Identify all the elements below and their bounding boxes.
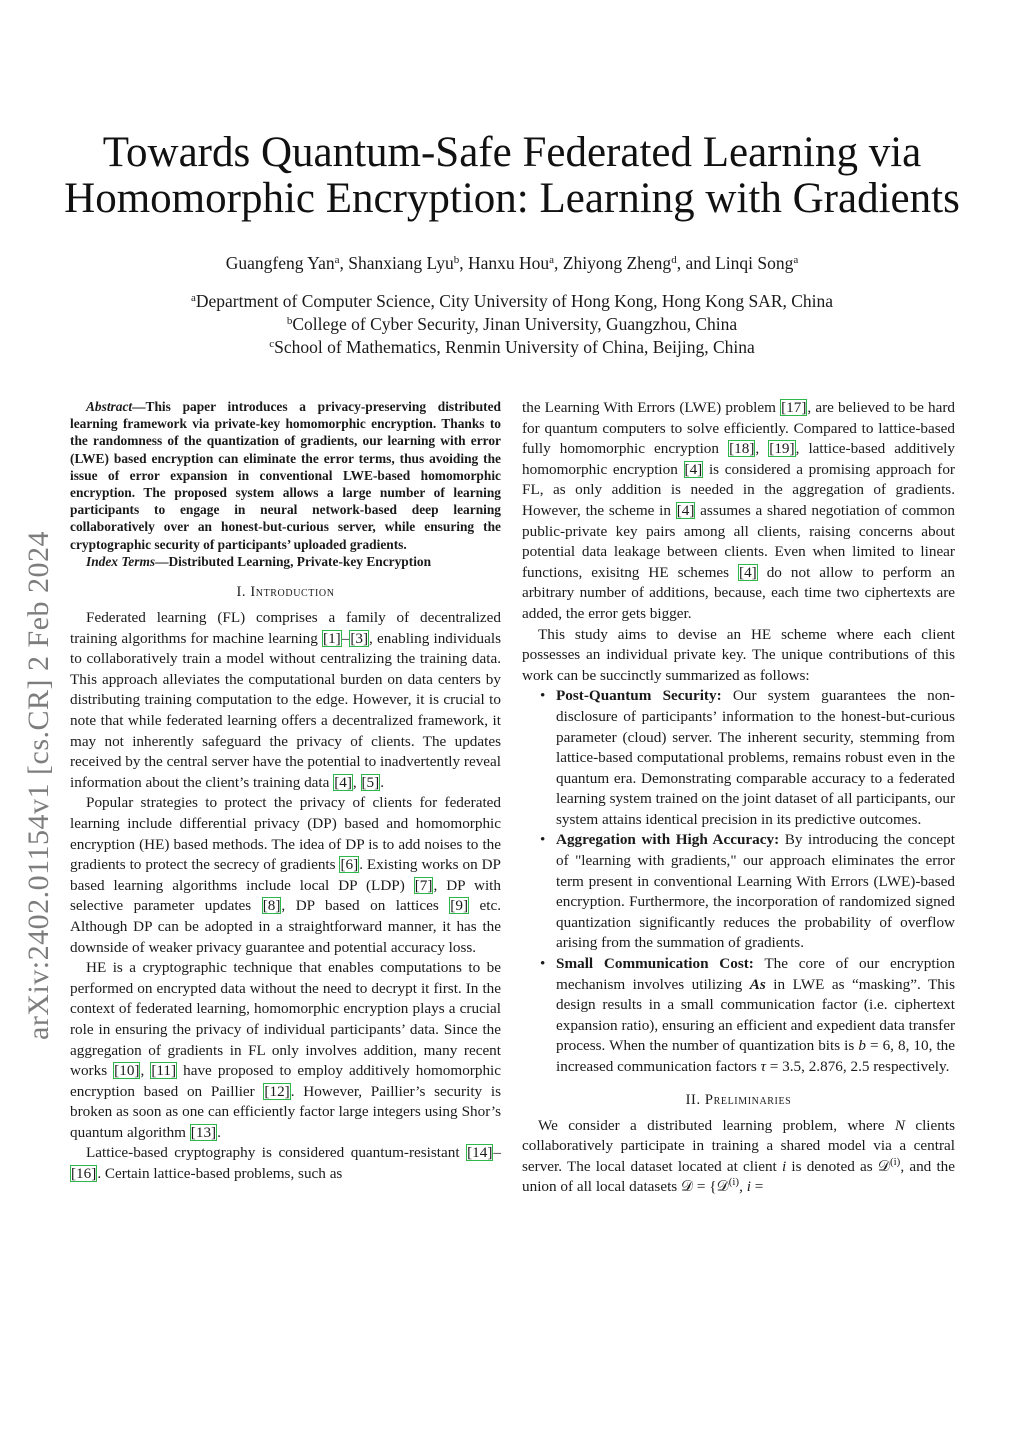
abstract-text: This paper introduces a privacy-preserving distributed learning framework via private-key homomorphic encryption. Thanks to the randomness of the quantization of gradients, our learning with error (LWE) based encryption can eliminate the error terms, thus avoiding the issue of error expansion in conventional LWE-based homomorphic encryption. The proposed system allows a large number of learning participants to engage in neural network-based deep learning collaboratively over an honest-but-curious server, while ensuring the cryptographic security of participants’ uploaded gradients. (70, 399, 501, 552)
contribution-label: Post-Quantum Security: (556, 687, 722, 705)
right-column (522, 398, 955, 1198)
citation-link[interactable]: [8] (262, 897, 281, 915)
citation-link[interactable]: [13] (190, 1123, 217, 1141)
math-symbol: N (894, 1116, 905, 1134)
affil-text: School of Mathematics, Renmin University of China, Beijing, China (274, 337, 755, 357)
bullet-icon: • (540, 955, 546, 973)
title-line-2: Homomorphic Encryption: Learning with Gradients (64, 175, 960, 222)
abstract: Abstract—This paper introduces a privacy-preserving distributed learning framework via private-key homomorphic encryption. Thanks to the randomness of the quantization of gradients, our learning with error (LWE) based encryption can eliminate the error terms, thus avoiding the issue of error expansion in conventional LWE-based homomorphic encryption. The proposed system allows a large number of learning participants to engage in neural network-based deep learning collaboratively over an honest-but-curious server, while ensuring the cryptographic security of participants’ uploaded gradients. (70, 399, 501, 552)
citation-link[interactable]: [6] (340, 856, 359, 874)
author-name: Zhiyong Zheng (562, 253, 672, 273)
contribution-label: Small Communication Cost: (556, 955, 754, 973)
affil-mark: b (286, 315, 293, 327)
intro-paragraph: This study aims to devise an HE scheme where each client possesses an individual private key. The unique contributions of this work can be succinctly summarized as follows: (522, 625, 955, 684)
affiliation-list (60, 290, 964, 359)
author-affil-mark: d (671, 254, 677, 266)
contribution-text: Our system guarantees the non-disclosure of participants’ information to the honest-but-curious parameter (cloud) server. The inherent security, stemming from lattice-based computational problems, remains robust even in the quantum era. Demonstrating comparable accuracy to a federated learning system trained on the joint dataset of all participants, our system attains identical precision in its predictive outcomes. (556, 687, 955, 828)
citation-link[interactable]: [9] (450, 897, 469, 915)
left-column (70, 398, 501, 1185)
section-heading-introduction: I. Introduction (236, 584, 335, 601)
author-name: Hanxu Hou (467, 253, 550, 273)
intro-paragraph-continued: the Learning With Errors (LWE) problem [17], are believed to be hard for quantum computers to solve efficiently. Compared to lattice-based fully homomorphic encryption [18], [19], lattice-based additively homomorphic encryption [4] is considered a promising approach for FL, as only addition is needed in the aggregation of gradients. However, the scheme in [4] assumes a shared negotiation of common public-private key pairs among all clients, raising concerns about potential data leakage between clients. Even when limited to linear functions, exisitng HE schemes [4] do not allow to perform an arbitrary number of additions, because, each time two ciphertexts are added, the error gets bigger. (522, 399, 955, 622)
math-superscript: (i) (728, 1176, 740, 1189)
contribution-label: Aggregation with High Accuracy: (556, 831, 780, 849)
index-terms-label: Index Terms (86, 553, 156, 569)
affil-mark: c (269, 338, 275, 350)
author-list (60, 252, 964, 274)
citation-link[interactable]: [1] (323, 629, 341, 647)
citation-link[interactable]: [4] (684, 460, 703, 478)
author-separator: , (459, 253, 468, 273)
citation-link[interactable]: [4] (676, 501, 695, 519)
bullet-icon: • (540, 687, 546, 705)
citation-link[interactable]: [5] (361, 773, 380, 791)
author-affil-mark: b (453, 254, 460, 266)
author-name: Guangfeng Yan (225, 253, 335, 273)
math-symbol: b (858, 1037, 866, 1055)
citation-link[interactable]: [19] (769, 440, 795, 458)
citation-link[interactable]: [16] (71, 1165, 97, 1183)
citation-link[interactable]: [3] (350, 629, 369, 647)
intro-paragraph: Federated learning (FL) comprises a family of decentralized training algorithms for machine learning [1]–[3], enabling individuals to collaboratively train a model without centralizing the training data. This approach alleviates the computational burden on data centers by distributing training computation to the edge. However, it is crucial to note that while federated learning offers a decentralized framework, it may not inherently safeguard the privacy of clients. The updates received by the central server have the potential to inadvertently reveal information about the client’s training data [4], [5]. (70, 609, 501, 791)
prelim-paragraph: We consider a distributed learning problem, where N clients collaboratively participate in training a shared model via a central server. The local dataset located at client i is denoted as 𝒟$^{(i)}$, and the union of all local datasets 𝒟 = {𝒟$^{(i)}$, i = (522, 1116, 956, 1196)
bullet-icon: • (540, 831, 546, 849)
affiliation (60, 313, 964, 336)
math-symbol: τ (760, 1058, 766, 1075)
citation-link[interactable]: [10] (114, 1062, 140, 1080)
intro-paragraph: HE is a cryptographic technique that enables computations to be performed on encrypted data without the need to decrypt it first. In the context of federated learning, homomorphic encryption plays a crucial role in ensuring the privacy of individual participants’ data. Since the aggregation of gradients in FL only involves addition, many recent works [10], [11] have proposed to employ additively homomorphic encryption based on Paillier [12]. However, Paillier’s security is broken as soon as one can efficiently factor large integers using Shor’s quantum algorithm [13]. (70, 959, 501, 1141)
affiliation (60, 290, 964, 313)
author-name: Linqi Song (715, 253, 794, 273)
author-separator: , (554, 253, 563, 273)
citation-link[interactable]: [14] (467, 1144, 493, 1162)
author-affil-mark: a (549, 254, 555, 266)
citation-link[interactable]: [12] (264, 1082, 290, 1100)
contribution-text: By introducing the concept of "learning with gradients," our approach eliminates the error term present in conventional Learning With Errors (LWE)-based encryption. Furthermore, the incorporation of randomized signed quantization significantly reduces the probability of overflow arising from the summation of gradients. (556, 831, 955, 952)
citation-link[interactable]: [18] (729, 440, 755, 458)
affil-text: College of Cyber Security, Jinan University, Guangzhou, China (292, 314, 738, 334)
math-symbol: i (746, 1178, 751, 1196)
paper-title (60, 130, 964, 222)
section-heading-preliminaries: II. Preliminaries (685, 1091, 792, 1108)
citation-link[interactable]: [17] (781, 399, 807, 416)
citation-link[interactable]: [4] (334, 773, 352, 791)
index-terms: Index Terms—Distributed Learning, Private-key Encryption (86, 553, 432, 569)
contribution-text: The core of our encryption mechanism involves utilizing As in LWE as “masking”. This design results in a small communication factor (i.e. ciphertext expansion ratio), ensuring an efficient and expedient data transfer process. When the number of quantization bits is b = 6, 8, 10, the increased communication factors τ = 3.5, 2.876, 2.5 respectively. (556, 955, 956, 1075)
contribution-item (522, 954, 955, 1078)
title-line-1: Towards Quantum-Safe Federated Learning via (102, 129, 922, 176)
math-superscript: (i) (889, 1155, 901, 1168)
contribution-item (522, 686, 955, 830)
citation-link[interactable]: [11] (151, 1062, 177, 1080)
author-separator: , (339, 253, 349, 273)
math-symbol: i (781, 1157, 787, 1175)
citation-link[interactable]: [4] (739, 563, 757, 581)
affiliation (60, 336, 964, 359)
author-affil-mark: a (334, 254, 340, 266)
contribution-list (522, 686, 955, 1077)
contribution-item (522, 830, 955, 954)
author-separator: , and (676, 253, 716, 273)
math-symbol: As (749, 975, 766, 993)
arxiv-stamp: arXiv:2402.01154v1 [cs.CR] 2 Feb 2024 (22, 530, 55, 1040)
intro-paragraph: Popular strategies to protect the privacy of clients for federated learning include differential privacy (DP) based and homomorphic encryption (HE) based methods. The idea of DP is to add noises to the gradients to protect the secrecy of gradients [6]. Existing works on DP based learning algorithms include local DP (LDP) [7], DP with selective parameter updates [8], DP based on lattices [9] etc. Although DP can be adopted in a straightforward manner, it has the downside of weaker privacy guarantee and potential accuracy loss. (70, 794, 502, 956)
affil-mark: a (190, 292, 196, 304)
author-name: Shanxiang Lyu (348, 253, 454, 273)
intro-paragraph: Lattice-based cryptography is considered quantum-resistant [14]–[16]. Certain lattice-based problems, such as (71, 1144, 501, 1183)
abstract-label: Abstract (86, 399, 133, 414)
affil-text: Department of Computer Science, City University of Hong Kong, Hong Kong SAR, China (195, 291, 834, 311)
citation-link[interactable]: [7] (414, 876, 433, 894)
author-affil-mark: a (793, 254, 799, 266)
index-terms-text: Distributed Learning, Private-key Encryption (168, 553, 432, 569)
